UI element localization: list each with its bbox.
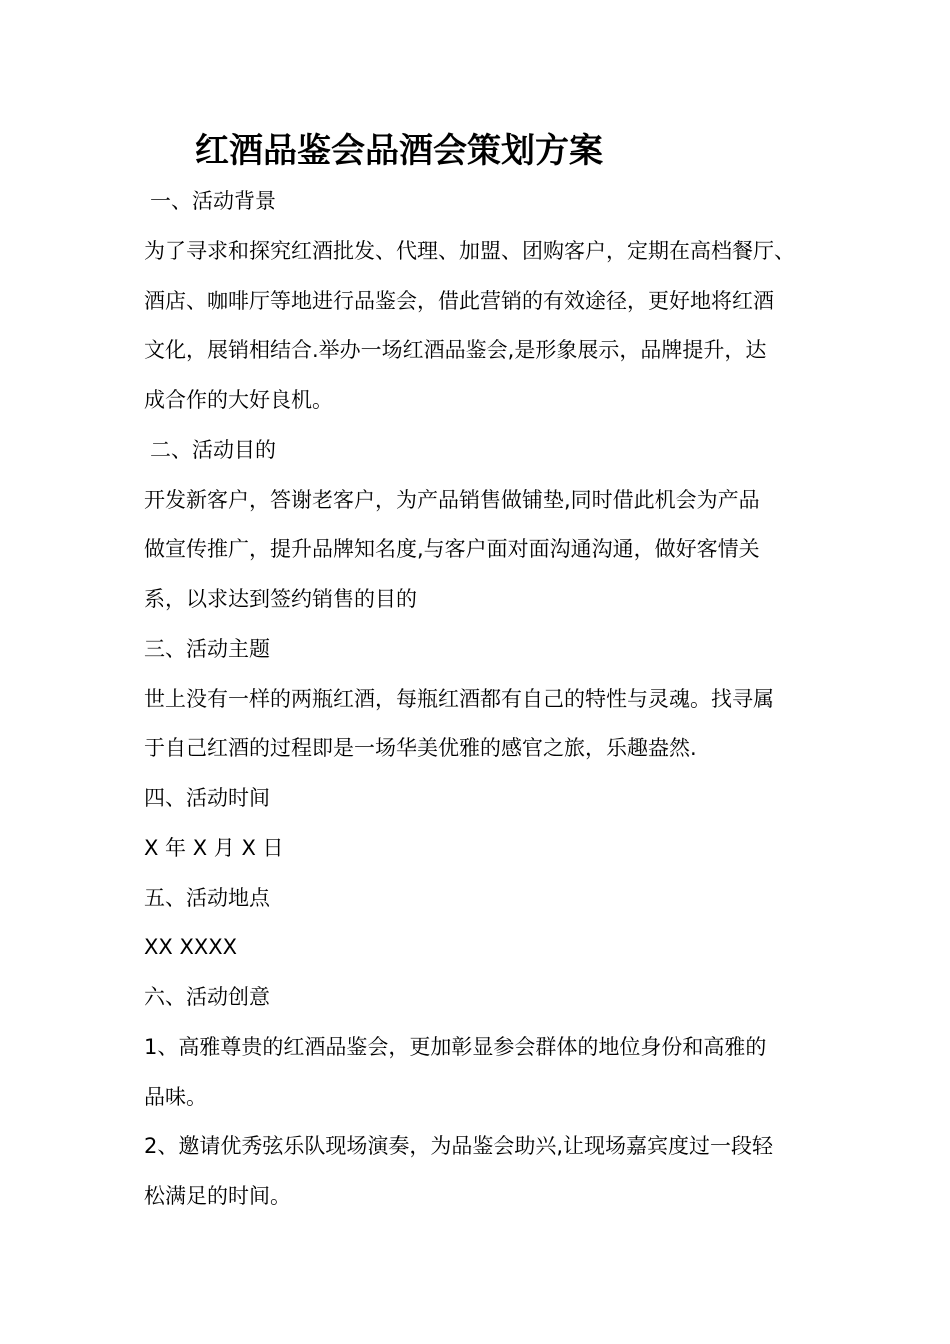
paragraph-line: 文化，展销相结合.举办一场红酒品鉴会,是形象展示，品牌提升，达 xyxy=(144,338,767,363)
paragraph-line: 世上没有一样的两瓶红酒，每瓶红酒都有自己的特性与灵魂。找寻属 xyxy=(144,686,774,711)
paragraph-line: X 年 X 月 X 日 xyxy=(144,835,284,860)
document-body xyxy=(144,177,834,1222)
heading-theme: 三、活动主题 xyxy=(144,636,270,661)
paragraph-line: 松满足的时间。 xyxy=(144,1184,291,1208)
paragraph-line: 为了寻求和探究红酒批发、代理、加盟、团购客户，定期在高档餐厅、 xyxy=(144,238,795,263)
paragraph-line: 于自己红酒的过程即是一场华美优雅的感官之旅，乐趣盎然. xyxy=(144,736,697,761)
paragraph-line: 品味。 xyxy=(144,1084,207,1109)
paragraph-line: 酒店、咖啡厅等地进行品鉴会，借此营销的有效途径，更好地将红酒 xyxy=(144,288,774,313)
heading-location: 五、活动地点 xyxy=(144,885,270,910)
paragraph-line: 2、邀请优秀弦乐队现场演奏，为品鉴会助兴,让现场嘉宾度过一段轻 xyxy=(144,1134,774,1159)
paragraph-line: 1、高雅尊贵的红酒品鉴会，更加彰显参会群体的地位身份和高雅的 xyxy=(144,1034,767,1059)
heading-time: 四、活动时间 xyxy=(144,786,270,810)
heading-creative: 六、活动创意 xyxy=(144,985,270,1009)
paragraph-line: 系，以求达到签约销售的目的 xyxy=(144,587,417,611)
paragraph-line: 成合作的大好良机。 xyxy=(144,388,333,412)
heading-purpose: 二、活动目的 xyxy=(150,437,276,462)
paragraph-line: 开发新客户，答谢老客户，为产品销售做铺垫,同时借此机会为产品 xyxy=(144,487,760,512)
document-title: 红酒品鉴会品酒会策划方案 xyxy=(195,131,603,171)
paragraph-line: XX XXXX xyxy=(144,935,237,960)
heading-background: 一、活动背景 xyxy=(150,189,276,213)
paragraph-line: 做宣传推广，提升品牌知名度,与客户面对面沟通沟通，做好客情关 xyxy=(144,537,760,562)
